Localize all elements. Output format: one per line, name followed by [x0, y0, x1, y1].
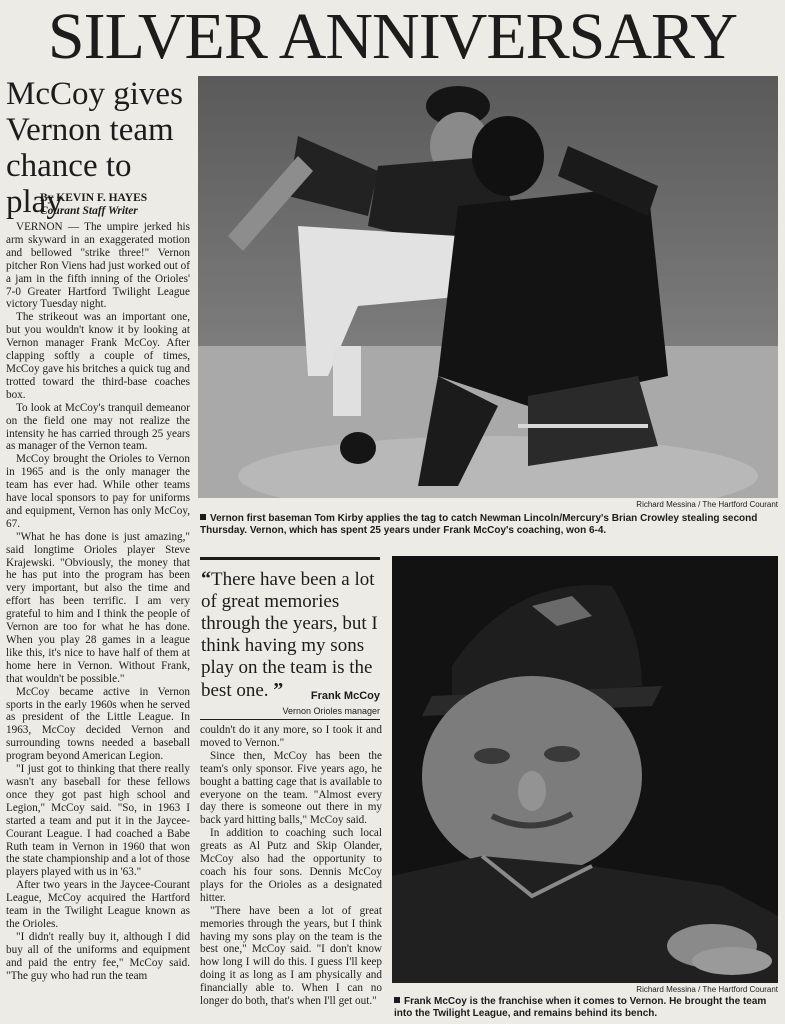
paragraph: In addition to coaching such local greats as Al Putz and Skip Olander, McCoy also had the opportunity to coach his four sons. Dennis McCoy plays for the Orioles as a designated hitter. — [200, 827, 382, 904]
caption-bullet — [200, 514, 206, 520]
photo-caption-text: Frank McCoy is the franchise when it comes to Vernon. He brought the team into the Twilight League, and remains behind its bench. — [394, 996, 767, 1019]
paragraph: McCoy became active in Vernon sports in the early 1960s when he served as president of the Little League. In 1963, McCoy decided Vernon and surrounding towns needed a baseball program beyond American Legion. — [6, 685, 190, 763]
photo-tag-play — [198, 76, 778, 498]
photo-caption — [394, 996, 780, 1020]
paragraph: McCoy brought the Orioles to Vernon in 1965 and is the only manager the team has ever had. While other teams have local sponsors to pay for uniforms and equipment, Vernon has only McCoy, 67. — [6, 453, 190, 530]
paragraph: "What he has done is just amazing," said longtime Orioles player Steve Krajewski. "Obviously, the money that he has put into the program has been very important, but also the time and effort has been terrific. I am very grateful to him and I think the people of Vernon are too for what he has done. When you play 28 games in a league like this, it's nice to have half of them at home here in Vernon. Without Frank, that wouldn't be possible." — [6, 530, 190, 685]
photo-frank-mccoy — [392, 556, 778, 983]
section-banner: SILVER ANNIVERSARY — [47, 0, 738, 73]
paragraph: The strikeout was an important one, but you wouldn't know it by looking at Vernon manager Frank McCoy. After clapping softly a couple of times, McCoy gave his britches a quick tug and trotted toward the third-base coaches box. — [6, 311, 190, 401]
photo-tag-play-image — [198, 76, 778, 498]
pullquote-author-role: Vernon Orioles manager — [282, 706, 380, 716]
pullquote-author: Frank McCoy — [310, 690, 380, 702]
pullquote-rule-bottom — [200, 719, 380, 720]
byline-role: Courant Staff Writer — [40, 205, 138, 217]
byline-author: By KEVIN F. HAYES — [40, 192, 148, 204]
photo-caption — [200, 513, 780, 537]
byline — [40, 192, 200, 218]
paragraph: After two years in the Jaycee-Courant League, McCoy acquired the Hartford team in the Twilight League known as the Orioles. — [6, 879, 190, 930]
paragraph: Since then, McCoy has been the team's only sponsor. Five years ago, he bought a batting cage that is available to everyone on the team. "Almost every day there is someone out there in my back yard hitting balls," McCoy said. — [200, 749, 382, 827]
article-headline: McCoy gives Vernon team chance to play — [6, 76, 183, 220]
pullquote-open-mark: “ — [201, 568, 211, 590]
caption-bullet — [394, 997, 400, 1003]
article-column-2 — [200, 724, 382, 1008]
paragraph: "I just got to thinking that there really wasn't any baseball for these fellows once they got past high school and Legion," McCoy said. "So, in 1963 I started a team and put it in the Jaycee-Courant League. I had coached a Babe Ruth team in Vernon in 1960 that won the state championship and a lot of those players played with us in '63." — [6, 763, 190, 879]
article-column-1 — [6, 221, 190, 982]
paragraph: "I didn't really buy it, although I did buy all of the uniforms and equipment and paid the entry fee," McCoy said. "The guy who had run the team — [6, 930, 190, 982]
pullquote-text: There have been a lot of great memories through the years, but I think having my sons play on the team is the best one. — [201, 569, 378, 701]
paragraph: "There have been a lot of great memories through the years, but I think having my sons play on the team is the best one," McCoy said. "I don't know how long I will do this. I guess I'll keep doing it as long as I am physically and financially able to. When I can no longer do both, that's when I'll get out." — [200, 904, 382, 1008]
pullquote — [201, 568, 383, 702]
photo-caption-text: Vernon first baseman Tom Kirby applies the tag to catch Newman Lincoln/Mercury's Brian Crowley stealing second Thursday. Vernon, which has spent 25 years under Frank McCoy's coaching, won 6-4. — [200, 513, 758, 536]
photo-credit: Richard Messina / The Hartford Courant — [636, 985, 778, 994]
photo-frank-mccoy-image — [392, 556, 778, 983]
paragraph: couldn't do it any more, so I took it and moved to Vernon." — [200, 724, 382, 749]
photo-credit: Richard Messina / The Hartford Courant — [636, 500, 778, 509]
pullquote-rule-top — [200, 557, 380, 560]
pullquote-close-mark: ” — [273, 679, 284, 701]
paragraph: To look at McCoy's tranquil demeanor on the field one may not realize the intensity he has carried through 25 years as manager of the Vernon team. — [6, 401, 190, 453]
paragraph: VERNON — The umpire jerked his arm skyward in an exaggerated motion and bellowed "strike three!" Vernon pitcher Ron Viens had just worked out of a jam in the fifth inning of the Orioles' 7-0 Greater Hartford Twilight League victory Tuesday night. — [6, 221, 190, 311]
